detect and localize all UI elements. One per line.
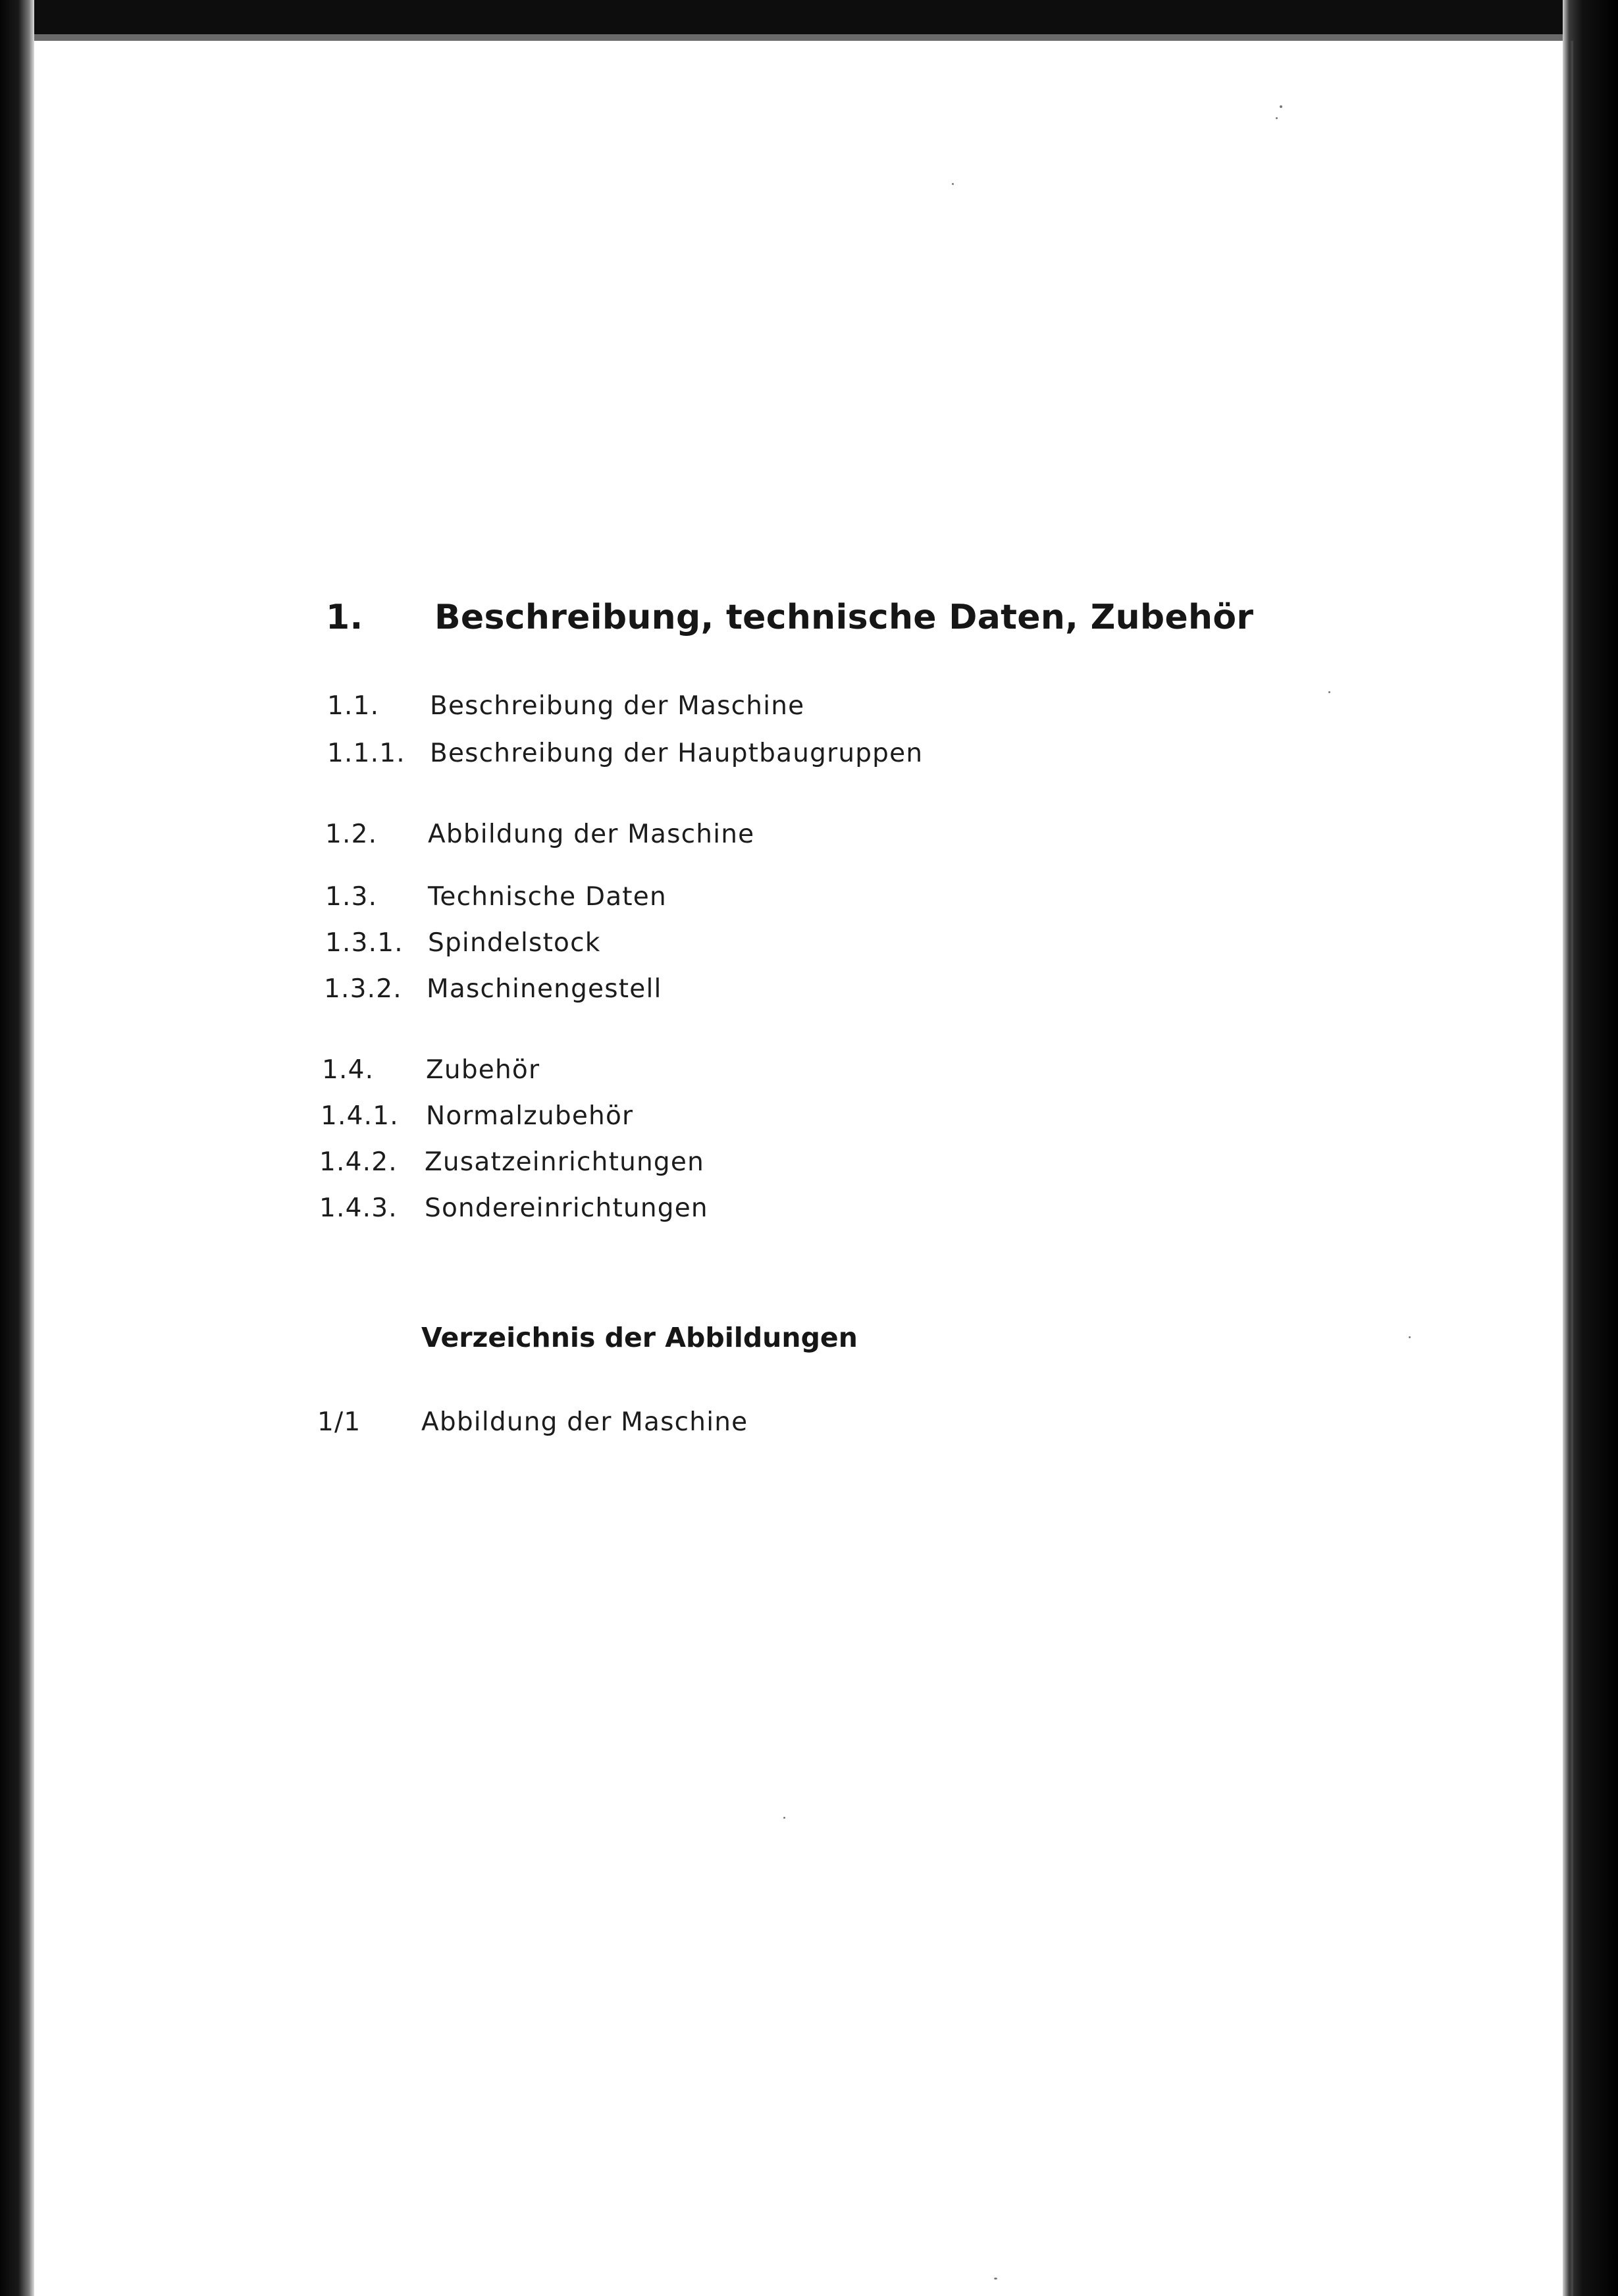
- scan-edge-right-line: [1571, 41, 1573, 2296]
- toc-entry-title: Sondereinrichtungen: [425, 1193, 708, 1223]
- toc-entry-number: 1.3.: [325, 882, 378, 912]
- scan-speck: [1276, 117, 1278, 119]
- toc-entry-number: 1.4.2.: [319, 1147, 398, 1177]
- scan-speck: [1328, 691, 1330, 693]
- toc-entry-number: 1.1.: [327, 691, 380, 721]
- figure-entry-title: Abbildung der Maschine: [421, 1407, 748, 1437]
- toc-entry-number: 1.4.: [322, 1055, 375, 1085]
- toc-entry-title: Zusatzeinrichtungen: [425, 1147, 704, 1177]
- scan-edge-top-inner: [0, 34, 1573, 41]
- toc-entry-title: Technische Daten: [428, 882, 667, 912]
- scan-speck: [994, 2278, 997, 2280]
- toc-entry-title: Beschreibung der Hauptbaugruppen: [430, 739, 924, 768]
- figures-heading: Verzeichnis der Abbildungen: [421, 1322, 858, 1353]
- section-number: 1.: [326, 598, 363, 637]
- toc-entry-number: 1.4.3.: [319, 1193, 398, 1223]
- toc-entry-number: 1.3.1.: [325, 928, 404, 958]
- toc-entry-number: 1.2.: [325, 820, 378, 849]
- figure-entry-number: 1/1: [317, 1407, 361, 1437]
- toc-entry-title: Spindelstock: [428, 928, 601, 958]
- section-title: Beschreibung, technische Daten, Zubehör: [434, 598, 1254, 637]
- toc-entry-title: Zubehör: [426, 1055, 540, 1085]
- scan-speck: [783, 1817, 785, 1819]
- toc-entry-title: Abbildung der Maschine: [428, 820, 755, 849]
- toc-entry-number: 1.3.2.: [324, 974, 402, 1004]
- toc-entry-title: Maschinengestell: [427, 974, 662, 1004]
- scan-speck: [1280, 105, 1282, 108]
- toc-entry-number: 1.4.1.: [321, 1101, 399, 1131]
- toc-entry-number: 1.1.1.: [327, 739, 405, 768]
- toc-entry-title: Normalzubehör: [426, 1101, 634, 1131]
- toc-entry-title: Beschreibung der Maschine: [430, 691, 805, 721]
- scan-edge-left: [0, 0, 34, 2296]
- scan-speck: [952, 183, 954, 185]
- scan-speck: [1409, 1336, 1411, 1338]
